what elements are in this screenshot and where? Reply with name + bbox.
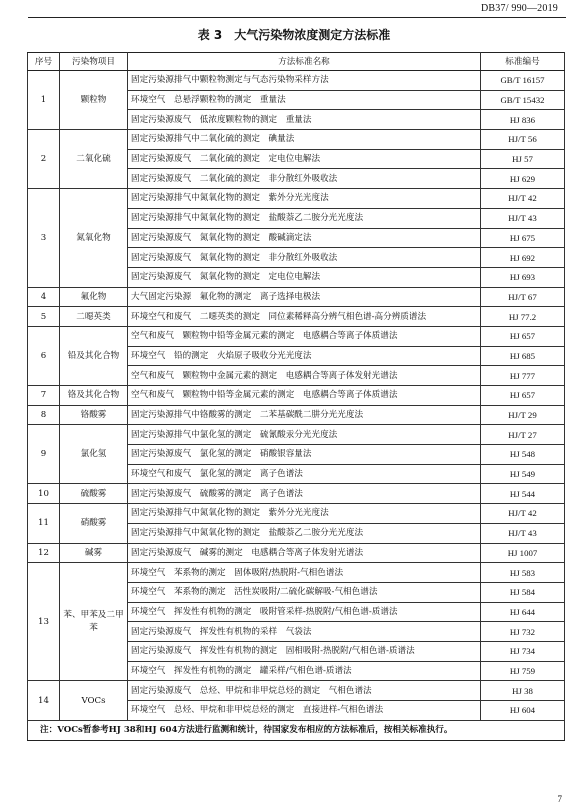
method-name: 固定污染源废气 氮氧化物的测定 酸碱滴定法 [128, 228, 481, 248]
table-header-row [28, 53, 565, 71]
table-row [28, 484, 565, 504]
header-code: 标准编号 [481, 53, 565, 71]
standard-code: GB/T 16157 [481, 71, 565, 91]
method-name: 固定污染源废气 挥发性有机物的测定 固相吸附-热脱附/气相色谱-质谱法 [128, 641, 481, 661]
pollutant-item: 苯、甲苯及二甲苯 [60, 563, 128, 681]
table-row [28, 326, 565, 346]
table-row [28, 287, 565, 307]
row-number: 12 [28, 543, 60, 563]
standard-code: HJ 549 [481, 464, 565, 484]
standard-code: HJ 693 [481, 267, 565, 287]
method-name: 空气和废气 颗粒物中铅等金属元素的测定 电感耦合等离子体质谱法 [128, 326, 481, 346]
method-name: 固定污染源废气 二氧化硫的测定 定电位电解法 [128, 149, 481, 169]
standard-code: HJ/T 27 [481, 425, 565, 445]
method-name: 固定污染源废气 碱雾的测定 电感耦合等离子体发射光谱法 [128, 543, 481, 563]
row-number: 8 [28, 405, 60, 425]
standard-code: HJ 77.2 [481, 307, 565, 327]
pollutant-item: 二氧化硫 [60, 130, 128, 189]
row-number: 4 [28, 287, 60, 307]
method-name: 固定污染源排气中氮氧化物的测定 盐酸萘乙二胺分光光度法 [128, 523, 481, 543]
method-name: 环境空气 铅的测定 火焰原子吸收分光光度法 [128, 346, 481, 366]
table-row [28, 504, 565, 524]
standard-code: HJ 692 [481, 248, 565, 268]
method-name: 空气和废气 颗粒物中铅等金属元素的测定 电感耦合等离子体质谱法 [128, 386, 481, 406]
method-name: 环境空气 挥发性有机物的测定 罐采样/气相色谱-质谱法 [128, 661, 481, 681]
page-number: 7 [557, 794, 562, 804]
method-name: 环境空气 苯系物的测定 活性炭吸附/二硫化碳解吸-气相色谱法 [128, 582, 481, 602]
row-number: 7 [28, 386, 60, 406]
table-note: 注：VOCs暂参考HJ 38和HJ 604方法进行监测和统计，待国家发布相应的方法标准后，按相关标准执行。 [28, 720, 565, 740]
table-note-row [28, 720, 565, 740]
method-name: 固定污染源废气 硫酸雾的测定 离子色谱法 [128, 484, 481, 504]
method-name: 固定污染源排气中二氧化硫的测定 碘量法 [128, 130, 481, 150]
method-name: 环境空气和废气 氯化氢的测定 离子色谱法 [128, 464, 481, 484]
row-number: 11 [28, 504, 60, 543]
pollutant-item: 碱雾 [60, 543, 128, 563]
table-row [28, 189, 565, 209]
table-row [28, 681, 565, 701]
standard-code: HJ/T 56 [481, 130, 565, 150]
standard-code: HJ 548 [481, 445, 565, 465]
method-name: 固定污染源排气中铬酸雾的测定 二苯基碳酰二肼分光光度法 [128, 405, 481, 425]
standard-code: HJ 675 [481, 228, 565, 248]
method-name: 环境空气 苯系物的测定 固体吸附/热脱附-气相色谱法 [128, 563, 481, 583]
standard-code: HJ 629 [481, 169, 565, 189]
table-row [28, 405, 565, 425]
pollutant-item: VOCs [60, 681, 128, 720]
standard-code: HJ/T 42 [481, 504, 565, 524]
standard-code: HJ 57 [481, 149, 565, 169]
table-body [28, 71, 565, 741]
standard-code: HJ 685 [481, 346, 565, 366]
pollutant-item: 硝酸雾 [60, 504, 128, 543]
method-name: 固定污染源排气中氮氧化物的测定 紫外分光光度法 [128, 504, 481, 524]
standard-code: HJ/T 43 [481, 208, 565, 228]
pollutant-item: 铅及其化合物 [60, 326, 128, 385]
method-name: 环境空气和废气 二噁英类的测定 同位素稀释高分辨气相色谱-高分辨质谱法 [128, 307, 481, 327]
standard-code: HJ 38 [481, 681, 565, 701]
standard-code: HJ 734 [481, 641, 565, 661]
method-name: 固定污染源废气 氯化氢的测定 硝酸银容量法 [128, 445, 481, 465]
table-row [28, 563, 565, 583]
header-no: 序号 [28, 53, 60, 71]
table-row [28, 425, 565, 445]
row-number: 6 [28, 326, 60, 385]
standard-code: HJ 777 [481, 366, 565, 386]
method-name: 固定污染源排气中氮氧化物的测定 盐酸萘乙二胺分光光度法 [128, 208, 481, 228]
method-name: 固定污染源排气中氮氧化物的测定 紫外分光光度法 [128, 189, 481, 209]
method-name: 环境空气 挥发性有机物的测定 吸附管采样-热脱附/气相色谱-质谱法 [128, 602, 481, 622]
method-name: 环境空气 总烃、甲烷和非甲烷总烃的测定 直接进样-气相色谱法 [128, 701, 481, 721]
row-number: 9 [28, 425, 60, 484]
document-code: DB37/ 990—2019 [481, 3, 558, 14]
standard-code: HJ 657 [481, 386, 565, 406]
pollutant-item: 铬酸雾 [60, 405, 128, 425]
method-name: 固定污染源废气 总烃、甲烷和非甲烷总烃的测定 气相色谱法 [128, 681, 481, 701]
standard-code: HJ/T 42 [481, 189, 565, 209]
header-item: 污染物项目 [60, 53, 128, 71]
pollutant-item: 二噁英类 [60, 307, 128, 327]
table-row [28, 543, 565, 563]
pollutant-item: 氮氧化物 [60, 189, 128, 287]
standard-code: HJ 584 [481, 582, 565, 602]
table-title: 表 3 大气污染物浓度测定方法标准 [197, 28, 391, 42]
table-row [28, 130, 565, 150]
row-number: 1 [28, 71, 60, 130]
standard-code: HJ 1007 [481, 543, 565, 563]
standard-code: HJ/T 67 [481, 287, 565, 307]
row-number: 14 [28, 681, 60, 720]
row-number: 10 [28, 484, 60, 504]
standard-code: HJ/T 29 [481, 405, 565, 425]
row-number: 2 [28, 130, 60, 189]
method-name: 固定污染源废气 低浓度颗粒物的测定 重量法 [128, 110, 481, 130]
row-number: 5 [28, 307, 60, 327]
row-number: 13 [28, 563, 60, 681]
header-rule [28, 17, 566, 18]
method-name: 固定污染源废气 氮氧化物的测定 定电位电解法 [128, 267, 481, 287]
method-name: 空气和废气 颗粒物中金属元素的测定 电感耦合等离子体发射光谱法 [128, 366, 481, 386]
standard-code: HJ 644 [481, 602, 565, 622]
standard-code: HJ 604 [481, 701, 565, 721]
row-number: 3 [28, 189, 60, 287]
header-method: 方法标准名称 [128, 53, 481, 71]
pollutant-item: 氟化物 [60, 287, 128, 307]
table-row [28, 71, 565, 91]
method-name: 固定污染源废气 挥发性有机物的采样 气袋法 [128, 622, 481, 642]
standard-code: HJ/T 43 [481, 523, 565, 543]
standard-code: HJ 544 [481, 484, 565, 504]
pollutant-item: 氯化氢 [60, 425, 128, 484]
method-name: 固定污染源废气 氮氧化物的测定 非分散红外吸收法 [128, 248, 481, 268]
pollutant-item: 颗粒物 [60, 71, 128, 130]
method-name: 固定污染源排气中氯化氢的测定 硫氰酸汞分光光度法 [128, 425, 481, 445]
standards-table [27, 52, 565, 741]
method-name: 固定污染源废气 二氧化硫的测定 非分散红外吸收法 [128, 169, 481, 189]
standard-code: HJ 732 [481, 622, 565, 642]
table-row [28, 386, 565, 406]
standard-code: HJ 836 [481, 110, 565, 130]
table-row [28, 307, 565, 327]
standard-code: HJ 759 [481, 661, 565, 681]
method-name: 固定污染源排气中颗粒物测定与气态污染物采样方法 [128, 71, 481, 91]
standard-code: HJ 657 [481, 326, 565, 346]
standard-code: HJ 583 [481, 563, 565, 583]
method-name: 环境空气 总悬浮颗粒物的测定 重量法 [128, 90, 481, 110]
pollutant-item: 铬及其化合物 [60, 386, 128, 406]
method-name: 大气固定污染源 氟化物的测定 离子选择电极法 [128, 287, 481, 307]
pollutant-item: 硫酸雾 [60, 484, 128, 504]
standard-code: GB/T 15432 [481, 90, 565, 110]
